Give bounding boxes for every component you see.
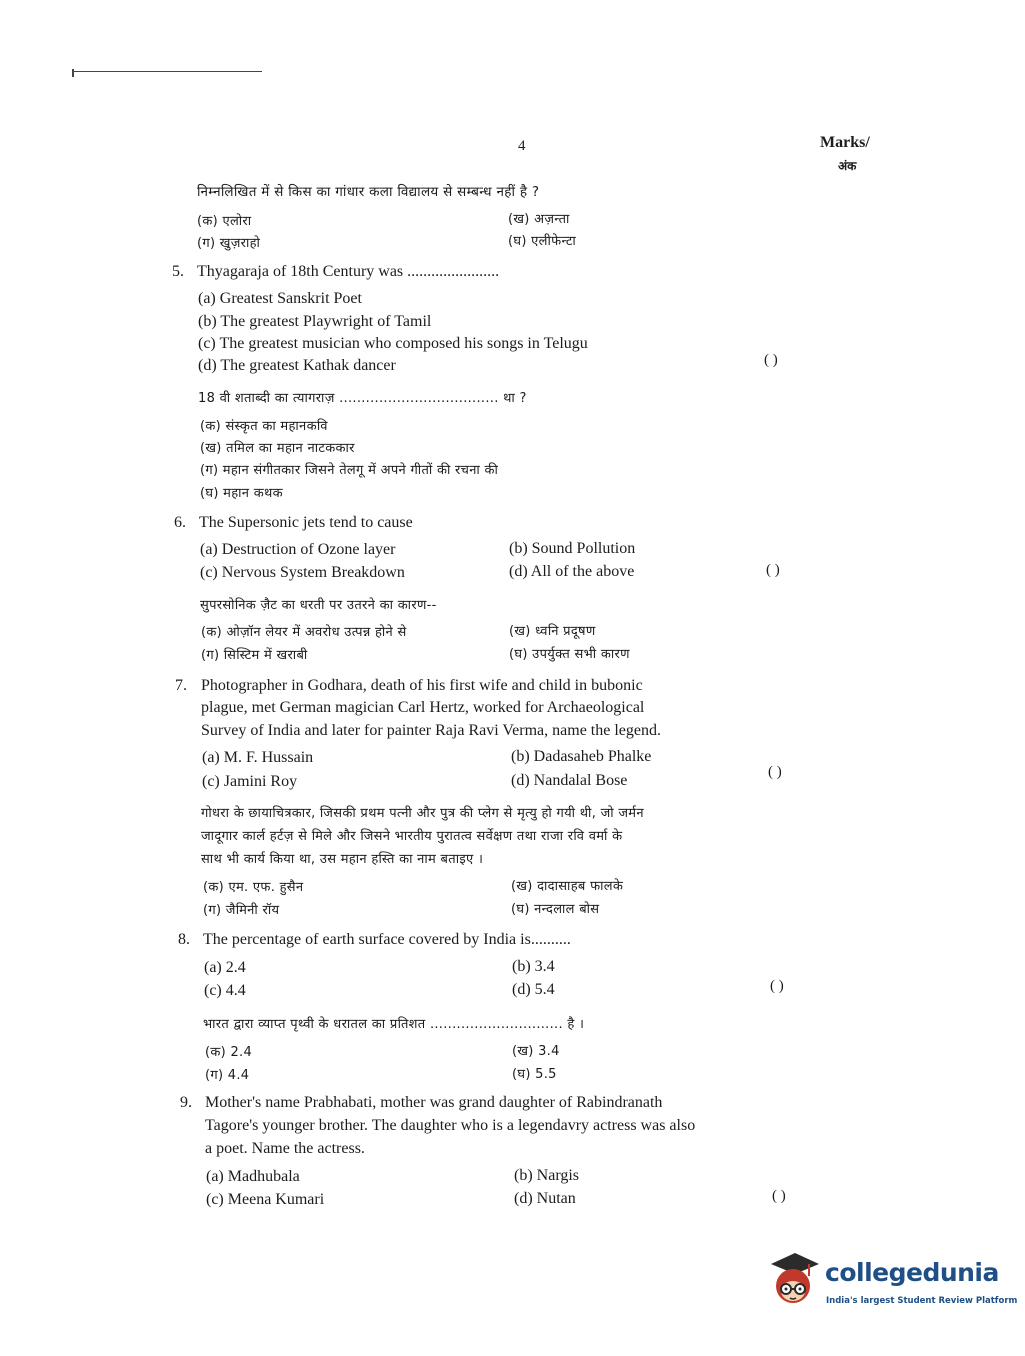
- q7-number: 7.: [175, 677, 187, 694]
- q7-question-hindi-line: जादूगार कार्ल हर्टज़ से मिले और जिसने भारतीय पुरातत्व सर्वेक्षण तथा राजा रवि वर्मा के: [201, 829, 623, 844]
- q7-answer-bracket: ( ): [768, 764, 782, 780]
- q8-option: (b) 3.4: [512, 958, 555, 975]
- scan-rule: [72, 71, 262, 73]
- q6-answer-bracket: ( ): [766, 562, 780, 578]
- q8-option: (c) 4.4: [204, 982, 246, 999]
- q8-option: (d) 5.4: [512, 981, 555, 998]
- q4-option-hindi: (क) एलोरा: [197, 214, 252, 229]
- q7-question-hindi-line: साथ भी कार्य किया था, उस महान हस्ति का नाम बताइए ।: [201, 852, 484, 867]
- q5-question: Thyagaraja of 18th Century was .......................: [197, 263, 500, 280]
- collegedunia-logo: [765, 1250, 1018, 1310]
- q8-option-hindi: (ख) 3.4: [512, 1044, 560, 1059]
- logo-wordmark: collegedunia: [825, 1258, 999, 1287]
- q6-question: The Supersonic jets tend to cause: [199, 514, 413, 531]
- q5-question-hindi: 18 वी शताब्दी का त्यागराज़ .................................... था ?: [198, 391, 527, 406]
- q8-answer-bracket: ( ): [770, 978, 784, 994]
- q9-question-line: Tagore's younger brother. The daughter who is a legendavry actress was also: [205, 1117, 696, 1134]
- q7-option-hindi: (ग) जैमिनी रॉय: [203, 903, 280, 918]
- q6-option-hindi: (घ) उपर्युक्त सभी कारण: [509, 647, 630, 662]
- q5-answer-bracket: ( ): [764, 352, 778, 368]
- q9-question-line: a poet. Name the actress.: [205, 1140, 365, 1157]
- q5-option-hindi: (क) संस्कृत का महानकवि: [200, 419, 328, 434]
- q7-option: (a) M. F. Hussain: [202, 749, 314, 766]
- q4-option-hindi: (ख) अज़न्ता: [508, 212, 570, 227]
- q6-number: 6.: [174, 514, 186, 531]
- q7-question-line: Photographer in Godhara, death of his first wife and child in bubonic: [201, 677, 643, 694]
- q4-option-hindi: (घ) एलीफेन्टा: [508, 234, 577, 249]
- q6-option: (d) All of the above: [509, 563, 635, 580]
- q9-answer-bracket: ( ): [772, 1188, 786, 1204]
- q6-option: (c) Nervous System Breakdown: [200, 564, 405, 581]
- q5-option: (a) Greatest Sanskrit Poet: [198, 290, 362, 307]
- q5-option: (c) The greatest musician who composed his songs in Telugu: [198, 335, 588, 352]
- marks-label: Marks/: [820, 134, 870, 151]
- q5-option-hindi: (ख) तमिल का महान नाटककार: [200, 441, 355, 456]
- q7-question-line: Survey of India and later for painter Raja Ravi Verma, name the legend.: [201, 722, 661, 739]
- q6-option-hindi: (क) ओज़ॉन लेयर में अवरोध उत्पन्न होने से: [201, 625, 407, 640]
- q7-question-hindi-line: गोधरा के छायाचित्रकार, जिसकी प्रथम पत्नी और पुत्र की प्लेग से मृत्यु हो गयी थी, जो जर्मन: [201, 806, 644, 821]
- q5-number: 5.: [172, 263, 184, 280]
- q4-option-hindi: (ग) खुज़राहो: [197, 236, 261, 251]
- q7-option: (d) Nandalal Bose: [511, 772, 628, 789]
- q8-option-hindi: (घ) 5.5: [512, 1067, 557, 1082]
- q5-option-hindi: (ग) महान संगीतकार जिसने तेलगू में अपने गीतों की रचना की: [200, 463, 499, 478]
- q9-option: (c) Meena Kumari: [206, 1191, 325, 1208]
- q4-question-hindi: निम्नलिखित में से किस का गांधार कला विद्यालय से सम्बन्ध नहीं है ?: [197, 184, 540, 200]
- marks-label-hindi: अंक: [838, 159, 857, 173]
- q8-option-hindi: (क) 2.4: [205, 1045, 253, 1060]
- q7-option-hindi: (घ) नन्दलाल बोस: [511, 902, 600, 917]
- q8-number: 8.: [178, 931, 190, 948]
- q7-option: (b) Dadasaheb Phalke: [511, 748, 652, 765]
- q7-option: (c) Jamini Roy: [202, 773, 298, 790]
- q9-number: 9.: [180, 1094, 192, 1111]
- logo-tagline: India's largest Student Review Platform: [826, 1296, 1018, 1306]
- q8-question-hindi: भारत द्वारा व्याप्त पृथ्वी के धरातल का प्रतिशत .............................. है ।: [203, 1017, 585, 1032]
- q8-question: The percentage of earth surface covered by India is..........: [203, 931, 571, 948]
- q6-option: (b) Sound Pollution: [509, 540, 636, 557]
- q5-option-hindi: (घ) महान कथक: [200, 486, 283, 501]
- q6-question-hindi: सुपरसोनिक ज़ैट का धरती पर उतरने का कारण--: [200, 598, 437, 613]
- q7-option-hindi: (क) एम. एफ. हुसैन: [203, 880, 304, 895]
- q9-option: (d) Nutan: [514, 1190, 576, 1207]
- mascot-icon: [765, 1250, 823, 1310]
- q9-question-line: Mother's name Prabhabati, mother was grand daughter of Rabindranath: [205, 1094, 663, 1111]
- q8-option: (a) 2.4: [204, 959, 246, 976]
- q8-option-hindi: (ग) 4.4: [205, 1068, 250, 1083]
- q5-option: (b) The greatest Playwright of Tamil: [198, 313, 432, 330]
- q9-option: (b) Nargis: [514, 1167, 580, 1184]
- q6-option-hindi: (ग) सिस्टिम में खराबी: [201, 648, 308, 663]
- q5-option: (d) The greatest Kathak dancer: [198, 357, 396, 374]
- page-number: 4: [518, 138, 526, 154]
- q6-option: (a) Destruction of Ozone layer: [200, 541, 396, 558]
- q7-option-hindi: (ख) दादासाहब फालके: [511, 879, 624, 894]
- q9-option: (a) Madhubala: [206, 1168, 300, 1185]
- q7-question-line: plague, met German magician Carl Hertz, worked for Archaeological: [201, 699, 645, 716]
- q6-option-hindi: (ख) ध्वनि प्रदूषण: [509, 624, 596, 639]
